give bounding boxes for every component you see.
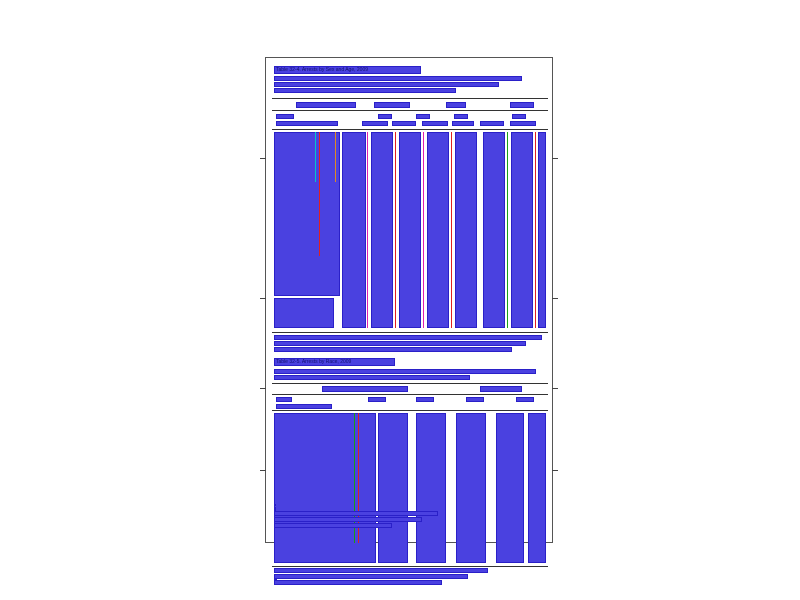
- t5-col-header-row2: [276, 404, 332, 409]
- table-32-4-col-1: [342, 132, 366, 328]
- table-32-5-title: Table 32-5. Arrests by Race, 2009: [274, 358, 395, 366]
- col-header-row-2g: [510, 121, 536, 126]
- table-32-5-footnote-final-1: [274, 568, 488, 573]
- tick-right-1: [552, 158, 558, 159]
- table-32-5-col-1: [378, 413, 408, 563]
- col-header-total-all-ages: [378, 114, 392, 119]
- table-32-5-footnote-line-c: [274, 523, 392, 528]
- rule-magenta-1: [367, 132, 368, 328]
- page-footer: [274, 578, 277, 580]
- table-32-5-source: [274, 580, 442, 585]
- col-group-male: [374, 102, 410, 108]
- col-group-percent-distribution: [480, 386, 522, 392]
- table-32-4-subtitle-line-3: [274, 88, 456, 93]
- tick-left-1: [260, 158, 266, 159]
- table-32-4-col-3: [399, 132, 421, 328]
- table-32-4-rule-top: [272, 98, 548, 99]
- table-32-4-stub-block: [274, 132, 340, 296]
- col-group-total: [296, 102, 356, 108]
- rule-red-2: [395, 132, 396, 328]
- table-32-5-subtitle-line-1: [274, 369, 536, 374]
- table-32-5-footnote-row-1: [274, 507, 276, 509]
- table-32-4-source: [274, 347, 512, 352]
- table-32-4-footnote-1b: [274, 341, 526, 346]
- col-header-row-2b: [362, 121, 388, 126]
- tick-left-4: [260, 470, 266, 471]
- t5-col-header-c: [416, 397, 434, 402]
- table-32-4-rule-groups: [272, 110, 548, 111]
- tick-right-2: [552, 298, 558, 299]
- rule-green-1: [507, 132, 508, 328]
- col-header-row-2e: [452, 121, 474, 126]
- scanned-page-sheet: [265, 57, 553, 543]
- col-header-offense: [276, 114, 294, 119]
- rule-orange-1: [335, 132, 336, 182]
- rule-red-3: [451, 132, 452, 328]
- table-32-5-rule-header: [272, 410, 548, 411]
- table-32-4-col-2: [371, 132, 393, 328]
- table-32-4-col-5: [455, 132, 477, 328]
- col-header-row-2f: [480, 121, 504, 126]
- table-32-4-stub-block-lower: [274, 298, 334, 328]
- tick-right-4: [552, 470, 558, 471]
- table-32-4-subtitle-line-1: [274, 76, 522, 81]
- rule-magenta-2: [423, 132, 424, 328]
- t5-col-header-a: [276, 397, 292, 402]
- col-group-total-arrests: [322, 386, 408, 392]
- col-header-female-total: [512, 114, 526, 119]
- table-32-5-footnote-final-2: [274, 574, 468, 579]
- tick-right-3: [552, 388, 558, 389]
- table-32-5-rule-groups: [272, 394, 548, 395]
- table-32-4-rule-bottom: [272, 332, 548, 333]
- table-32-4-col-6: [483, 132, 505, 328]
- table-32-4-title: Table 32-4. Arrests by Sex and Age, 2009: [274, 66, 421, 74]
- table-32-5-footnote-1: [274, 504, 276, 506]
- table-32-5-footnote-line-a: [274, 511, 438, 516]
- col-header-under18: [416, 114, 430, 119]
- t5-col-header-d: [466, 397, 484, 402]
- col-header-row-2c: [392, 121, 416, 126]
- table-32-4-col-4: [427, 132, 449, 328]
- table-32-5-subtitle-line-2: [274, 375, 470, 380]
- table-32-4-rule-header: [272, 129, 548, 130]
- table-32-5-footnote-line-b: [274, 517, 422, 522]
- tick-left-3: [260, 388, 266, 389]
- rule-red-1: [319, 132, 320, 256]
- table-32-4-footnote-1a: [274, 335, 542, 340]
- table-32-5-rule-top: [272, 383, 548, 384]
- t5-col-header-b: [368, 397, 386, 402]
- rule-cyan-1: [315, 132, 316, 182]
- table-32-4-col-7: [511, 132, 533, 328]
- table-32-4-subtitle-line-2: [274, 82, 499, 87]
- table-32-4-col-8: [538, 132, 546, 328]
- table-32-5-col-5: [528, 413, 546, 563]
- table-32-5-rule-bottom: [272, 566, 548, 567]
- col-group-female: [510, 102, 534, 108]
- rule-red-4: [535, 132, 536, 328]
- t5-col-header-e: [516, 397, 534, 402]
- col-header-row-2a: [276, 121, 338, 126]
- col-group-male-2: [446, 102, 466, 108]
- table-32-5-col-2: [416, 413, 446, 563]
- col-header-row-2d: [422, 121, 448, 126]
- table-32-5-stub-block: [274, 413, 376, 563]
- col-header-18over: [454, 114, 468, 119]
- table-32-5-col-3: [456, 413, 486, 563]
- table-32-5-col-4: [496, 413, 524, 563]
- tick-left-2: [260, 298, 266, 299]
